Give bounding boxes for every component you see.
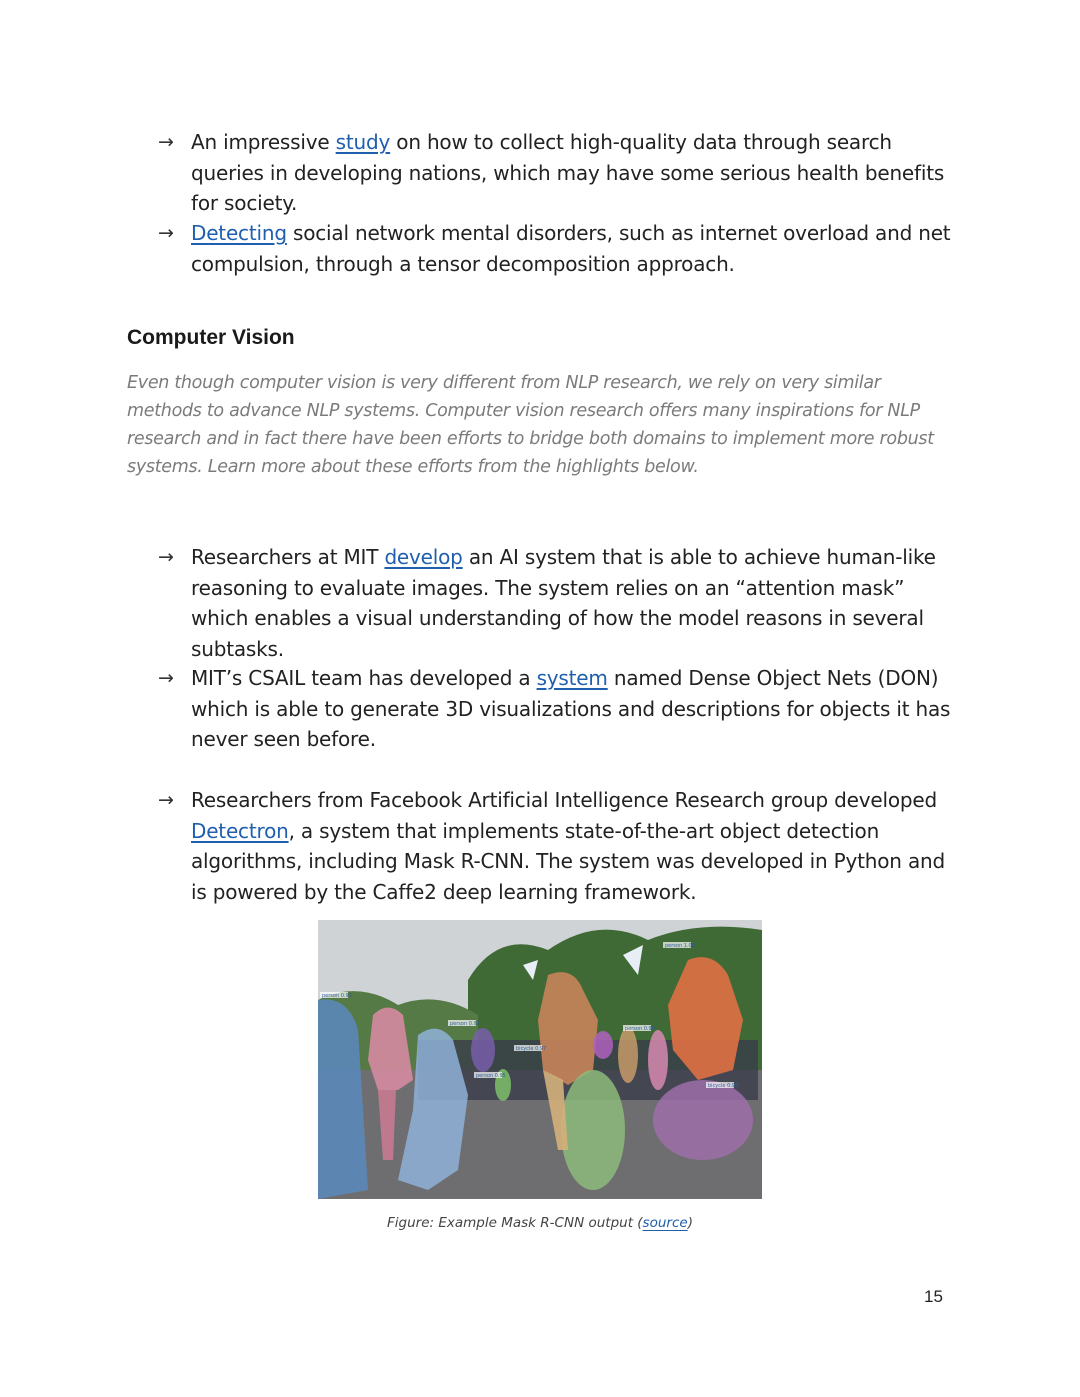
arrow-icon: → (158, 131, 174, 153)
det-label: person 0.99 (322, 993, 352, 999)
det-label: person 0.98 (625, 1026, 655, 1032)
bullet-csail-system (158, 663, 958, 755)
person-mask (471, 1028, 495, 1072)
person-mask (593, 1031, 613, 1059)
bicycle-mask (653, 1080, 753, 1160)
bullet-detectron (158, 785, 958, 907)
bullet-text: Researchers at MIT develop an AI system that is able to achieve human-like reasoning to evaluate images. The system relies on an “attention mask” which enables a visual understanding of how the model reasons in several subtasks. (191, 545, 936, 661)
detectron-link[interactable]: Detectron (191, 818, 289, 843)
develop-link[interactable]: develop (384, 545, 463, 569)
arrow-icon: → (158, 667, 174, 689)
person-mask (648, 1030, 668, 1090)
det-label: bicycle 0.99 (708, 1083, 739, 1089)
bullet-mit-develop (158, 542, 958, 664)
mask-rcnn-figure (318, 920, 762, 1199)
det-label: bicycle 0.97 (516, 1046, 547, 1052)
section-heading: Computer Vision (127, 326, 295, 349)
bullet-text: MIT’s CSAIL team has developed a system named Dense Object Nets (DON) which is able to generate 3D visualizations and descriptions for objects it has never seen before. (191, 666, 951, 751)
bullet-detecting (158, 218, 958, 279)
bullet-text: Researchers from Facebook Artificial Intelligence Research group developed Detectron, a system that implements state-of-the-art object detection algorithms, including Mask R-CNN. The system was developed in Python and is powered by the Caffe2 deep learning framework. (191, 788, 945, 904)
arrow-icon: → (158, 546, 174, 568)
segmentation-image (318, 920, 762, 1199)
section-intro: Even though computer vision is very different from NLP research, we rely on very similar methods to advance NLP systems. Computer vision research offers many inspirations for NLP research and in fact there have been efforts to bridge both domains to implement more robust systems. Learn more about these efforts from the highlights below. (127, 373, 934, 477)
page-number: 15 (924, 1287, 943, 1306)
bullet-study (158, 127, 958, 219)
bullet-text: An impressive study on how to collect high-quality data through search queries in developing nations, which may have some serious health benefits for society. (191, 130, 945, 215)
bicycle-mask (561, 1070, 625, 1190)
detecting-link[interactable]: Detecting (191, 221, 287, 245)
det-label: person 0.92 (450, 1021, 480, 1027)
bullet-text: Detecting social network mental disorders, such as internet overload and net compulsion, through a tensor decomposition approach. (191, 221, 951, 276)
det-label: person 0.95 (476, 1073, 506, 1079)
arrow-icon: → (158, 789, 174, 811)
det-label: person 1.00 (665, 943, 695, 949)
system-link[interactable]: system (536, 666, 608, 690)
person-mask (618, 1027, 638, 1083)
arrow-icon: → (158, 222, 174, 244)
study-link[interactable]: study (335, 130, 391, 154)
figure-caption: Figure: Example Mask R-CNN output (source) (387, 1215, 693, 1231)
source-link[interactable]: source (642, 1215, 688, 1231)
